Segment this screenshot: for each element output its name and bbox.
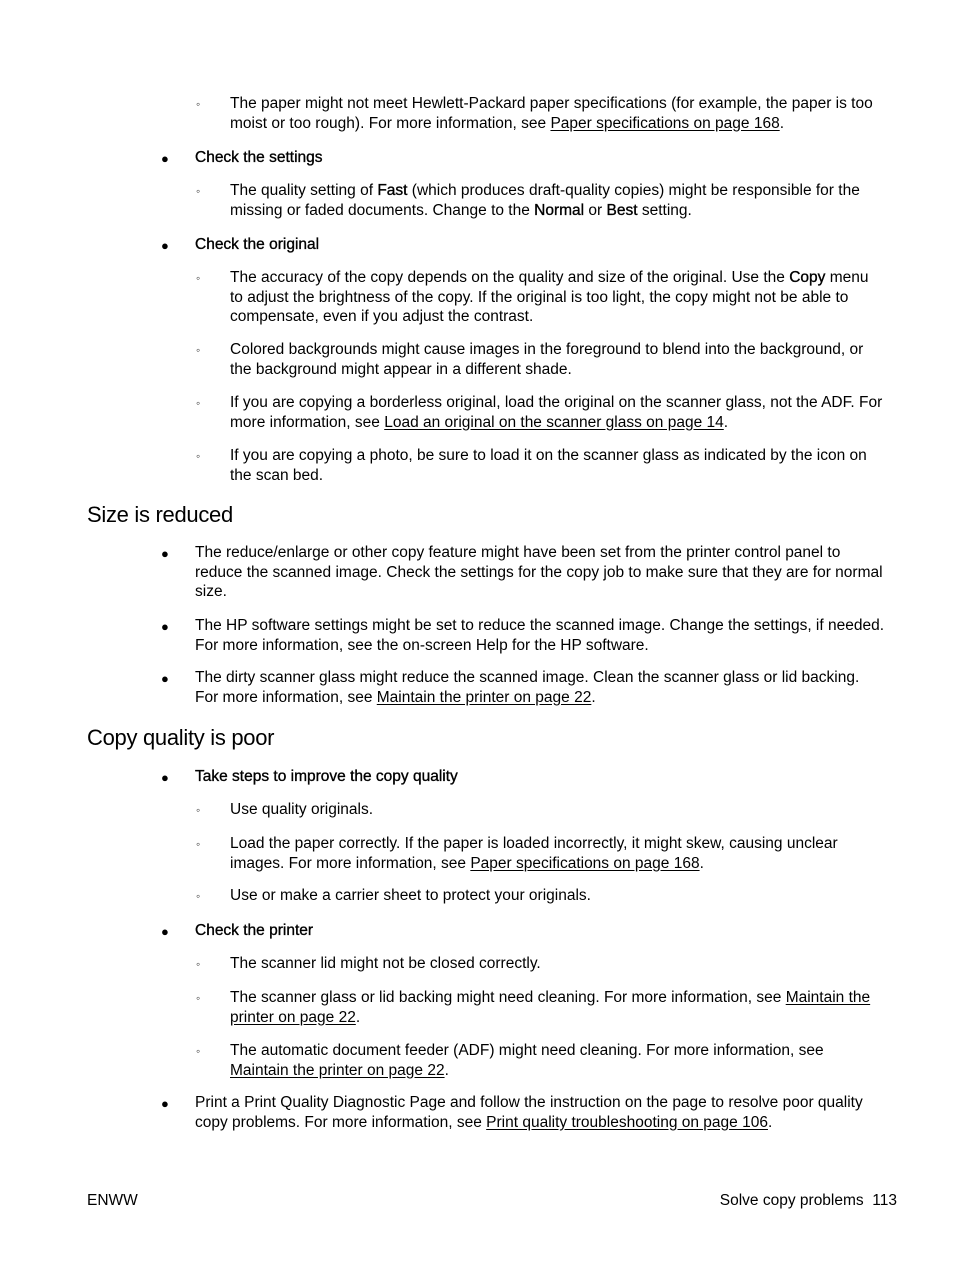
sub-bullet: ◦ xyxy=(196,803,201,817)
list-item xyxy=(230,988,885,1027)
item-text: . xyxy=(723,413,729,431)
size-reduced-heading: Size is reduced xyxy=(87,502,233,527)
item-text: The paper might not meet Hewlett-Packard paper specifications (for example, the paper is too moist or too rough). For more information, see xyxy=(230,95,873,132)
item-text: . xyxy=(591,688,596,706)
maintain-printer-link[interactable]: Maintain the printer on page 22 xyxy=(376,688,592,706)
item-text: The accuracy of the copy depends on the quality and size of the original. Use the xyxy=(230,269,790,286)
bullet: ● xyxy=(161,238,169,253)
maintain-printer-link[interactable]: Maintain the printer on page 22 xyxy=(230,1061,445,1079)
bullet: ● xyxy=(161,546,169,561)
list-item xyxy=(230,94,885,133)
bullet: ● xyxy=(161,151,169,166)
list-item: If you are copying a photo, be sure to load it on the scanner glass as indicated by the icon on the scan bed. xyxy=(230,447,867,484)
item-text: setting. xyxy=(637,201,692,219)
item-text: . xyxy=(355,1008,361,1026)
print-quality-troubleshooting-link[interactable]: Print quality troubleshooting on page 106 xyxy=(486,1113,768,1131)
maintain-printer-link[interactable]: Maintain the printer on page 22 xyxy=(230,989,871,1026)
paper-specifications-link[interactable]: Paper specifications on page 168 xyxy=(470,854,700,872)
sub-bullet: ◦ xyxy=(196,396,201,410)
check-settings-heading: Check the settings xyxy=(195,149,323,166)
list-item: Colored backgrounds might cause images in the foreground to blend into the background, or the background might appear in a different shade. xyxy=(230,341,864,378)
list-item xyxy=(230,268,885,327)
item-text: The dirty scanner glass might reduce the scanned image. Clean the scanner glass or lid backing. For more information, see xyxy=(195,669,860,706)
list-item xyxy=(195,668,885,707)
check-original-heading: Check the original xyxy=(195,236,320,253)
copy-menu: Copy xyxy=(789,269,826,286)
sub-bullet: ◦ xyxy=(196,271,201,285)
list-item: The HP software settings might be set to reduce the scanned image. Change the settings, if needed. For more information, see the on-screen Help for the HP software. xyxy=(195,617,885,654)
footer-section-title: Solve copy problems xyxy=(719,1192,864,1209)
item-text: . xyxy=(699,854,704,872)
best-setting: Best xyxy=(606,201,638,219)
copy-quality-heading: Copy quality is poor xyxy=(87,725,275,750)
item-text: Load the paper correctly. If the paper is loaded incorrectly, it might skew, causing unclear images. For more information, see xyxy=(230,835,838,872)
item-text: . xyxy=(444,1061,449,1079)
item-text: The scanner glass or lid backing might need cleaning. For more information, see xyxy=(230,989,786,1006)
list-item: Use quality originals. xyxy=(230,801,374,818)
list-item xyxy=(230,181,885,220)
list-item xyxy=(230,393,885,432)
list-item: The reduce/enlarge or other copy feature might have been set from the printer control panel to reduce the scanned image. Check the settings for the copy job to make sure that they are for normal size. xyxy=(195,544,883,600)
bullet: ● xyxy=(161,619,169,634)
list-item: The scanner lid might not be closed correctly. xyxy=(230,955,541,972)
sub-bullet: ◦ xyxy=(196,184,201,198)
list-item xyxy=(195,1093,885,1132)
paper-specifications-link[interactable]: Paper specifications on page 168 xyxy=(550,114,780,132)
sub-bullet: ◦ xyxy=(196,97,201,111)
normal-setting: Normal xyxy=(534,201,585,219)
improve-quality-heading: Take steps to improve the copy quality xyxy=(195,768,458,785)
list-item xyxy=(230,1041,885,1080)
list-item: Use or make a carrier sheet to protect your originals. xyxy=(230,887,591,904)
sub-bullet: ◦ xyxy=(196,449,201,463)
bullet: ● xyxy=(161,671,169,686)
item-text: If you are copying a borderless original, load the original on the scanner glass, not the ADF. For more information, see xyxy=(230,394,883,431)
footer-left: ENWW xyxy=(87,1192,138,1209)
sub-bullet: ◦ xyxy=(196,991,201,1005)
bullet: ● xyxy=(161,1096,169,1111)
load-original-link[interactable]: Load an original on the scanner glass on page 14 xyxy=(384,413,724,431)
sub-bullet: ◦ xyxy=(196,837,201,851)
fast-setting: Fast xyxy=(377,182,408,199)
item-text: menu to adjust the brightness of the copy. If the original is too light, the copy might not be able to compensate, even if you adjust the contrast. xyxy=(230,269,869,325)
bullet: ● xyxy=(161,770,169,785)
page-number: 113 xyxy=(872,1192,897,1209)
list-item xyxy=(230,834,885,873)
item-text: Print a Print Quality Diagnostic Page and follow the instruction on the page to resolve poor quality copy problems. For more information, see xyxy=(195,1094,863,1131)
item-text: (which produces draft-quality copies) might be responsible for the missing or faded documents. Change to the xyxy=(230,182,860,219)
item-text: The automatic document feeder (ADF) might need cleaning. For more information, see xyxy=(230,1042,824,1059)
item-text: or xyxy=(584,201,607,219)
item-text: The quality setting of xyxy=(230,182,378,199)
item-text: . xyxy=(779,114,784,132)
sub-bullet: ◦ xyxy=(196,957,201,971)
bullet: ● xyxy=(161,924,169,939)
check-printer-heading: Check the printer xyxy=(195,922,314,939)
sub-bullet: ◦ xyxy=(196,889,201,903)
sub-bullet: ◦ xyxy=(196,1044,201,1058)
sub-bullet: ◦ xyxy=(196,343,201,357)
footer-right xyxy=(720,1191,897,1211)
item-text: . xyxy=(767,1113,773,1131)
